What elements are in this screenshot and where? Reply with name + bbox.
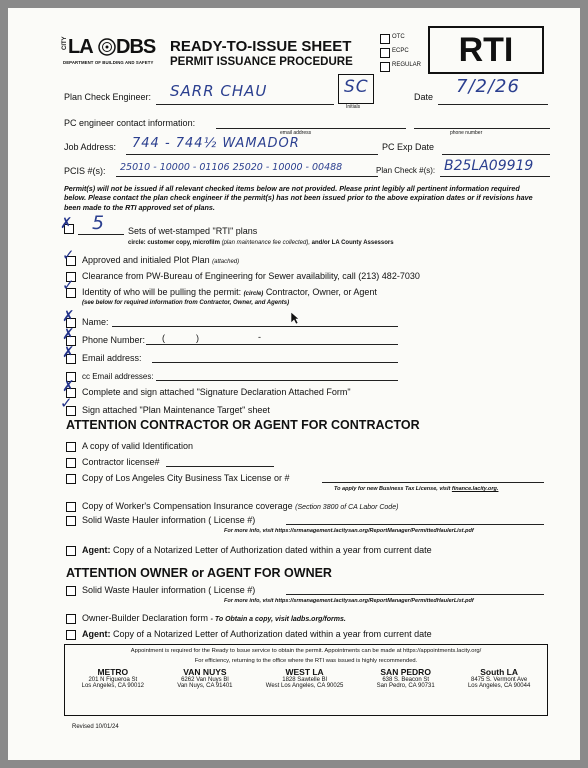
email-sublabel: email address	[280, 130, 312, 136]
owner-agent-checkbox[interactable]	[66, 630, 76, 640]
phone-dash: -	[258, 332, 261, 342]
logo-dbs: DBS	[116, 36, 156, 58]
phone-label: Phone Number:	[82, 335, 146, 345]
office-san-pedro: SAN PEDRO 638 S. Beacon St San Pedro, CA 90731	[376, 667, 435, 689]
workers-label: Copy of Worker's Compensation Insurance coverage (Section 3800 of CA Labor Code)	[82, 501, 399, 511]
id-label: A copy of valid Identification	[82, 441, 194, 451]
office-metro: METRO 201 N Figueroa St Los Angeles, CA 90012	[81, 667, 145, 689]
initials-label: Initials	[346, 104, 361, 110]
license-checkbox[interactable]	[66, 458, 76, 468]
id-checkbox[interactable]	[66, 442, 76, 452]
ecpc-checkbox[interactable]	[380, 48, 390, 58]
pc-exp-label: PC Exp Date	[382, 142, 435, 152]
contractor-heading: ATTENTION CONTRACTOR OR AGENT FOR CONTRACTOR	[66, 418, 420, 432]
cc-email-label: cc Email addresses:	[82, 372, 154, 381]
name-label: Name:	[82, 317, 109, 327]
seal-icon	[96, 38, 118, 56]
office-south-la: South LA 8475 S. Vermont Ave Los Angeles, CA 90044	[467, 667, 531, 689]
regular-label: REGULAR	[392, 62, 422, 68]
owner-waste-checkbox[interactable]	[66, 586, 76, 596]
phone-open-paren: (	[162, 333, 165, 343]
plan-check-engineer-value[interactable]: SARR CHAU	[170, 82, 268, 100]
license-field[interactable]	[166, 466, 274, 467]
otc-checkbox[interactable]	[380, 34, 390, 44]
mouse-cursor-icon	[290, 311, 300, 325]
signature-label: Complete and sign attached "Signature Declaration Attached Form"	[82, 387, 351, 397]
logo-la: LA	[68, 36, 93, 58]
regular-checkbox[interactable]	[380, 62, 390, 72]
office-van-nuys: VAN NUYS 6262 Van Nuys Bl Van Nuys, CA 91401	[177, 667, 233, 689]
clearance-label: Clearance from PW-Bureau of Engineering for Sewer availability, call (213) 482-7030	[82, 271, 420, 281]
agent-checkbox[interactable]	[66, 546, 76, 556]
identity-note: (see below for required information from Contractor, Owner, and Agents)	[82, 300, 290, 306]
email-label: Email address:	[82, 353, 142, 363]
initials-box[interactable]	[338, 74, 374, 104]
approved-label: Approved and initialed Plot Plan (attached)	[82, 255, 240, 265]
ecpc-label: ECPC	[392, 48, 409, 54]
owner-waste-note: For more info, visit https://srmanagement.lacitysan.org/ReportManager/PermittedHaulerList.pdf	[224, 598, 474, 604]
builder-label: Owner-Builder Declaration form - To Obtain a copy, visit ladbs.org/forms.	[82, 613, 346, 623]
sets-check-mark: ✗	[60, 214, 73, 232]
office-info-box	[64, 644, 548, 716]
email-check-mark: ✗	[62, 343, 75, 361]
initials-value: SC	[344, 77, 369, 97]
pcis-label: PCIS #(s):	[64, 166, 106, 176]
plan-check-no-value[interactable]: B25LA09919	[444, 158, 534, 174]
cc-email-field[interactable]	[156, 380, 398, 381]
name-check-mark: ✗	[62, 307, 75, 325]
logo-department: DEPARTMENT OF BUILDING AND SAFETY	[63, 60, 154, 65]
revised-date: Revised 10/01/24	[72, 724, 119, 730]
phone-check-mark: ✗	[62, 325, 75, 343]
phone-field[interactable]	[146, 344, 398, 345]
pcis-value[interactable]: 25010 - 10000 - 01106 25020 - 10000 - 00488	[120, 162, 343, 173]
waste-field[interactable]	[286, 524, 544, 525]
waste-checkbox[interactable]	[66, 516, 76, 526]
form-title: READY-TO-ISSUE SHEET	[170, 38, 352, 55]
owner-agent-label: Agent: Copy of a Notarized Letter of Authorization dated within a year from current date	[82, 629, 432, 639]
date-label: Date	[414, 92, 434, 102]
logo-city: CITY	[62, 36, 68, 50]
agent-label: Agent: Copy of a Notarized Letter of Authorization dated within a year from current date	[82, 545, 432, 555]
plan-check-no-label: Plan Check #(s):	[376, 166, 436, 175]
office-west-la: WEST LA 1828 Sawtelle Bl West Los Angeles, CA 90025	[265, 667, 344, 689]
email-field[interactable]	[152, 362, 398, 363]
tax-link[interactable]: finance.lacity.org.	[451, 486, 499, 492]
appointment-note: Appointment is required for the Ready to Issue service to obtain the permit. Appointments can be made at https://appointments.lacity.org/	[130, 648, 482, 654]
tax-label: Copy of Los Angeles City Business Tax License or #	[82, 473, 290, 483]
plan-check-engineer-label: Plan Check Engineer:	[64, 92, 152, 102]
efficiency-note: For efficiency, returning to the office where the RTI was issued is highly recommended.	[194, 658, 418, 664]
rti-badge: RTI	[428, 26, 544, 74]
sets-label: Sets of wet-stamped "RTI" plans	[128, 226, 258, 236]
otc-label: OTC	[392, 34, 405, 40]
signature-check-mark: ✗	[62, 377, 75, 395]
job-address-value[interactable]: 744 - 744½ WAMADOR	[132, 136, 300, 151]
owner-waste-field[interactable]	[286, 594, 544, 595]
identity-check-mark: ✓	[62, 276, 75, 294]
builder-checkbox[interactable]	[66, 614, 76, 624]
phone-sublabel: phone number	[450, 130, 483, 136]
tax-note: To apply for new Business Tax License, visit finance.lacity.org.	[334, 486, 499, 492]
workers-checkbox[interactable]	[66, 502, 76, 512]
pc-email-field[interactable]	[216, 128, 406, 129]
tax-checkbox[interactable]	[66, 474, 76, 484]
waste-note: For more info, visit https://srmanagement.lacitysan.org/ReportManager/PermittedHaulerList.pdf	[224, 528, 474, 534]
maintenance-label: Sign attached "Plan Maintenance Target" sheet	[82, 405, 270, 415]
form-page	[8, 8, 580, 760]
identity-label: Identity of who will be pulling the permit: (circle) Contractor, Owner, or Agent	[82, 287, 377, 297]
waste-label: Solid Waste Hauler information ( License #)	[82, 515, 256, 525]
approved-check-mark: ✓	[62, 246, 75, 264]
job-address-label: Job Address:	[64, 142, 117, 152]
form-subtitle: PERMIT ISSUANCE PROCEDURE	[170, 56, 353, 68]
date-value[interactable]: 7/2/26	[456, 76, 520, 97]
office-list	[65, 667, 547, 689]
owner-waste-label: Solid Waste Hauler information ( License #)	[82, 585, 256, 595]
phone-close-paren: )	[196, 333, 199, 343]
tax-field[interactable]	[322, 482, 544, 483]
pc-phone-field[interactable]	[414, 128, 550, 129]
sets-count[interactable]: 5	[92, 212, 106, 234]
license-label: Contractor license#	[82, 457, 160, 467]
pc-contact-label: PC engineer contact information:	[64, 118, 196, 128]
maintenance-check-mark: ✓	[60, 394, 73, 412]
notice-text: Permit(s) will not be issued if all relevant checked items below are not provided. Please print legibly all pertinent information required below. Please contact the plan check engineer if the permit(s) has not been issued prior to the above expiration dates or if revisions have been made to the RTI approved set of plans.	[64, 184, 533, 212]
sets-sub: circle: customer copy, microfilm (plan maintenance fee collected), and/or LA County Assessors	[128, 240, 394, 246]
pc-exp-field[interactable]	[442, 154, 550, 155]
name-field[interactable]	[112, 326, 398, 327]
owner-heading: ATTENTION OWNER or AGENT FOR OWNER	[66, 566, 332, 580]
